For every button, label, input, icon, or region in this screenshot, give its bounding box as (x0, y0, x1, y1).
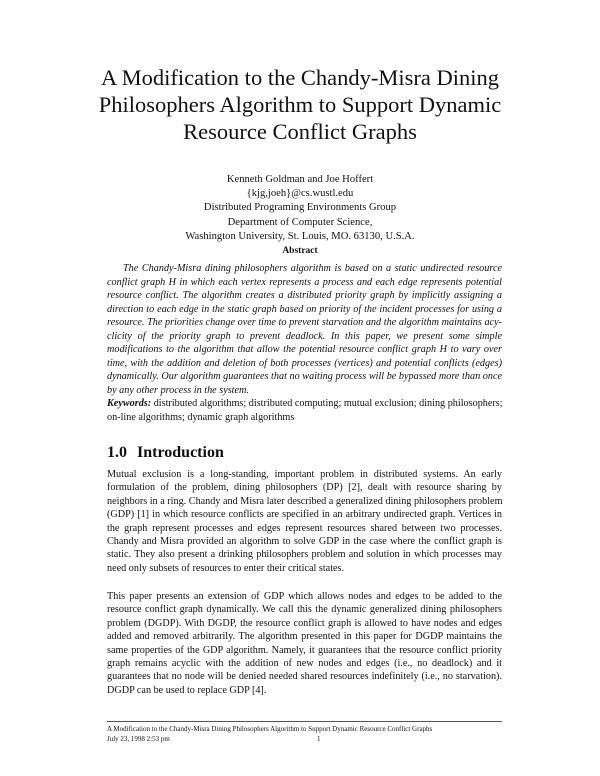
keywords-line-1: distributed algorithms; distributed computing; mutual exclusion; dining philosophers; (153, 398, 503, 409)
paper-title (60, 64, 540, 145)
paragraph-line: This paper presents an extension of GDP which allows nodes and edges to be added to the (107, 591, 502, 602)
abstract-line: resource conflict. The algorithm creates a distributed priority graph by implicitly assigning a (107, 290, 502, 301)
abstract-line: conflict graph H in which each vertex represents a process and each edge represents potential (107, 276, 502, 288)
abstract-heading: Abstract (282, 246, 318, 256)
paragraph-line: (GDP) [1] in which resource conflicts are specified in an arbitrary undirected graph. Vertices in (107, 509, 502, 521)
title-line-2: Philosophers Algorithm to Support Dynamic (98, 92, 502, 117)
paragraph-line: need only subsets of resources to enter their critical states. (107, 562, 345, 574)
keywords-line-2: on-line algorithms; dynamic graph algorithms (107, 412, 295, 423)
paragraph-line: Mutual exclusion is a long-standing, important problem in distributed systems. An early (107, 469, 502, 480)
paragraph-line: Chandy and Misra provided an algorithm to solve GDP in the case where the conflict graph is (107, 536, 502, 548)
paragraph-line: formulation of the problem, dining philosophers (DP) [2], dealt with resource sharing by (107, 482, 502, 494)
author-names: Kenneth Goldman and Joe Hoffert (226, 174, 374, 185)
paragraph-line: resource conflict graph dynamically. We call this the dynamic generalized dining philosophers (107, 604, 502, 616)
page-number: 1 (317, 735, 321, 743)
section-number: 1.0 (107, 444, 127, 461)
section-heading (107, 444, 234, 462)
keywords-block (107, 397, 502, 425)
abstract-line: dynamically. Our algorithm guarantees that no waiting process will be bypassed more than once (107, 371, 502, 382)
footer-title: A Modification to the Chandy-Misra Dining Philosophers Algorithm to Support Dynamic Resource Conflict Graphs (107, 725, 433, 733)
title-line-3: Resource Conflict Graphs (183, 119, 417, 144)
intro-paragraph-1 (107, 468, 502, 575)
abstract-line: The Chandy-Misra dining philosophers algorithm is based on a static undirected resource (123, 263, 502, 274)
paragraph-line: graph remains acyclic with the addition of new nodes and edges (i.e., no deadlock) and it (107, 658, 502, 670)
footer-date: July 23, 1998 2:53 pm (107, 735, 170, 743)
paragraph-line: guarantees that no node will be denied needed shared resources indefinitely (i.e., no starvation). (107, 671, 502, 683)
abstract-line: by any other process in the system. (107, 384, 249, 396)
paragraph-line: neighbors in a ring. Chandy and Misra later described a generalized dining philosophers problem (107, 495, 503, 507)
keywords-label: Keywords: (107, 398, 152, 409)
author-block (100, 173, 500, 244)
author-emails: {kjg,joeh}@cs.wustl.edu (246, 188, 354, 200)
title-line-1: A Modification to the Chandy-Misra Dining (100, 65, 500, 90)
author-address: Washington University, St. Louis, MO. 63130, U.S.A. (185, 230, 415, 242)
footer-divider (107, 721, 502, 722)
section-title: Introduction (137, 444, 224, 461)
paragraph-line: the graph represent processes and edges represent resources shared between two processes. (107, 522, 502, 534)
author-department: Department of Computer Science, (227, 216, 373, 228)
paragraph-line: added and removed arbitrarily. The algorithm presented in this paper for DGDP maintains the (107, 631, 502, 643)
abstract-line: direction to each edge in the static graph based on priority of the incident processes for using a (107, 303, 502, 315)
paragraph-line: DGDP can be used to replace GDP [4]. (107, 684, 267, 696)
abstract-line: clicity of the priority graph to prevent deadlock. In this paper, we present some simple (107, 330, 502, 342)
abstract-line: modifications to the algorithm that allow the potential resource conflict graph H to vary over (107, 344, 502, 355)
paragraph-line: problem (DGDP). With DGDP, the resource conflict graph is allowed to have nodes and edges (107, 617, 502, 629)
page-footer (107, 724, 502, 744)
abstract-text (107, 262, 502, 397)
author-group: Distributed Programing Environments Group (203, 202, 397, 214)
abstract-line: time, with the addition and deletion of both processes (vertices) and potential conflicts (edges) (107, 357, 502, 369)
abstract-line: resource. The priorities change over time to prevent starvation and the algorithm maintains acy- (107, 317, 502, 328)
paragraph-line: same properties of the GDP algorithm. Namely, it guarantees that the resource conflict priority (107, 644, 502, 656)
intro-paragraph-2 (107, 590, 502, 697)
paragraph-line: static. They also present a drinking philosophers problem and solution in which processes may (107, 549, 502, 561)
